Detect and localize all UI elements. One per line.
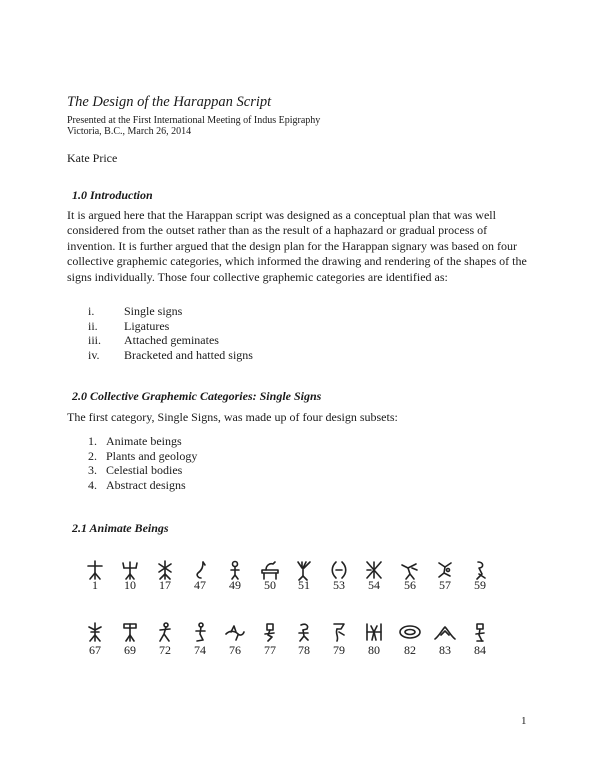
list-item-number: iv. [88, 347, 100, 362]
sign-number: 50 [264, 578, 276, 592]
list-item-label: Attached geminates [124, 333, 219, 347]
category-list [88, 304, 253, 362]
horned-figure-glyph [362, 621, 386, 643]
sign-number: 79 [333, 643, 345, 657]
sign-number: 69 [124, 643, 136, 657]
sign-number: 56 [404, 578, 416, 592]
sign-number: 53 [333, 578, 345, 592]
sign-number: 83 [439, 643, 451, 657]
author-name: Kate Price [67, 151, 118, 165]
page-number: 1 [521, 715, 527, 727]
section-1-heading: 1.0 Introduction [72, 188, 153, 202]
sign-number: 47 [194, 578, 206, 592]
list-item-number: 4. [88, 477, 97, 492]
list-item-label: Abstract designs [106, 477, 186, 492]
sign-number: 77 [264, 643, 276, 657]
upright-beast-glyph [468, 621, 492, 643]
sign-number: 82 [404, 643, 416, 657]
hooked-figure-glyph [292, 621, 316, 643]
beast-head-glyph [327, 621, 351, 643]
list-item-number: 1. [88, 434, 97, 448]
list-item-label: Animate beings [106, 434, 182, 448]
subset-list [88, 434, 197, 492]
seated-figure-glyph [258, 621, 282, 643]
sign-number: 67 [89, 643, 101, 657]
sign-number: 72 [159, 643, 171, 657]
sign-number: 17 [159, 578, 171, 592]
list-item-label: Single signs [124, 304, 183, 318]
paragraph-line: It is argued here that the Harappan script was designed as a conceptual plan that was well [67, 208, 496, 222]
paragraph-line: considered from the outset rather than as the result of a haphazard or gradual process of [67, 223, 488, 238]
list-item-number: 2. [88, 448, 97, 463]
list-item [88, 463, 197, 478]
section-2-heading: 2.0 Collective Graphemic Categories: Single Signs [72, 389, 322, 403]
subtitle-line-2: Victoria, B.C., March 26, 2014 [67, 126, 192, 137]
sign-number: 10 [124, 578, 136, 592]
section-2-intro: The first category, Single Signs, was made up of four design subsets: [67, 410, 398, 424]
sign-number: 74 [194, 643, 206, 657]
list-item [88, 333, 253, 348]
sign-number: 1 [92, 578, 98, 592]
list-item [88, 449, 197, 464]
list-item [88, 434, 197, 449]
document-title: The Design of the Harappan Script [67, 94, 272, 110]
sign-number: 54 [368, 578, 380, 592]
walking-man-glyph [153, 621, 177, 643]
paragraph-line: signs individually. Those four collective graphemic categories are identified as: [67, 269, 448, 284]
flying-bird-glyph [223, 621, 247, 643]
archer-glyph [83, 621, 107, 643]
sign-number: 80 [368, 643, 380, 657]
section-2-1-heading: 2.1 Animate Beings [72, 521, 169, 535]
fish-crab-glyph [433, 621, 457, 643]
list-item [88, 304, 253, 319]
list-item-label: Bracketed and hatted signs [124, 347, 253, 362]
sign-number: 78 [298, 643, 310, 657]
list-item-number: 3. [88, 463, 97, 477]
list-item-label: Plants and geology [106, 448, 198, 463]
subtitle-line-1: Presented at the First International Meeting of Indus Epigraphy [67, 115, 321, 126]
list-item-number: iii. [88, 333, 102, 347]
list-item-number: i. [88, 304, 95, 318]
list-item-label: Ligatures [124, 318, 170, 333]
paragraph-line: collective graphemic categories, which informed the drawing and rendering of the shapes of the [67, 254, 527, 269]
list-item [88, 348, 253, 363]
list-item [88, 319, 253, 334]
list-item-number: ii. [88, 318, 98, 333]
oval-shell-glyph [398, 621, 422, 643]
sign-number: 76 [229, 643, 241, 657]
carrying-man-glyph [118, 621, 142, 643]
sign-number: 57 [439, 578, 451, 592]
sign-number: 59 [474, 578, 486, 592]
introduction-paragraph [67, 208, 539, 285]
list-item [88, 478, 197, 493]
kneeling-man-glyph [188, 621, 212, 643]
list-item-label: Celestial bodies [106, 463, 183, 477]
sign-number: 51 [298, 578, 310, 592]
sign-number: 49 [229, 578, 241, 592]
sign-number: 84 [474, 643, 486, 657]
paragraph-line: invention. It is further argued that the design plan for the Harappan signary was based on four [67, 238, 517, 253]
